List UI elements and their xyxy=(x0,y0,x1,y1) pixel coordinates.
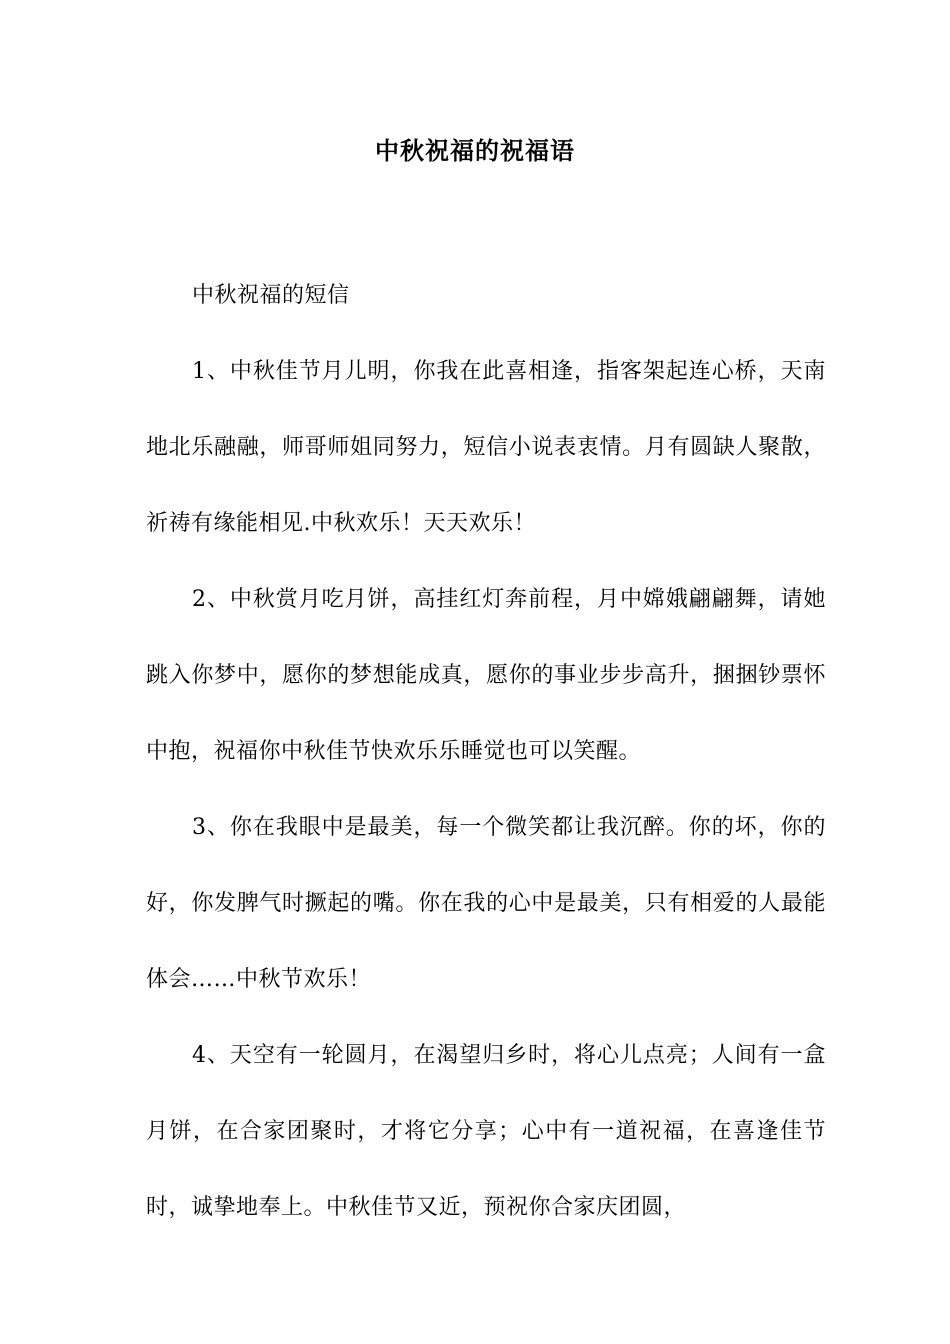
section-heading: 中秋祝福的短信 xyxy=(192,283,350,308)
paragraph-4: 4、天空有一轮圆月，在渴望归乡时，将心儿点亮；人间有一盒月饼，在合家团聚时，才将它分享；心中有一道祝福，在喜逢佳节时，诚挚地奉上。中秋佳节又近，预祝你合家庆团圆， xyxy=(146,1043,826,1220)
paragraph-3: 3、你在我眼中是最美，每一个微笑都让我沉醉。你的坏，你的好，你发脾气时撅起的嘴。你在我的心中是最美，只有相爱的人最能体会……中秋节欢乐！ xyxy=(146,815,826,992)
document-title: 中秋祝福的祝福语 xyxy=(375,136,575,165)
paragraph-2: 2、中秋赏月吃月饼，高挂红灯奔前程，月中嫦娥翩翩舞，请她跳入你梦中，愿你的梦想能成真，愿你的事业步步高升，捆捆钞票怀中抱，祝福你中秋佳节快欢乐乐睡觉也可以笑醒。 xyxy=(146,587,826,764)
paragraph-1: 1、中秋佳节月儿明，你我在此喜相逢，指客架起连心桥，天南地北乐融融，师哥师姐同努力，短信小说表衷情。月有圆缺人聚散，祈祷有缘能相见.中秋欢乐！天天欢乐！ xyxy=(146,359,826,536)
document-body xyxy=(146,258,826,1246)
